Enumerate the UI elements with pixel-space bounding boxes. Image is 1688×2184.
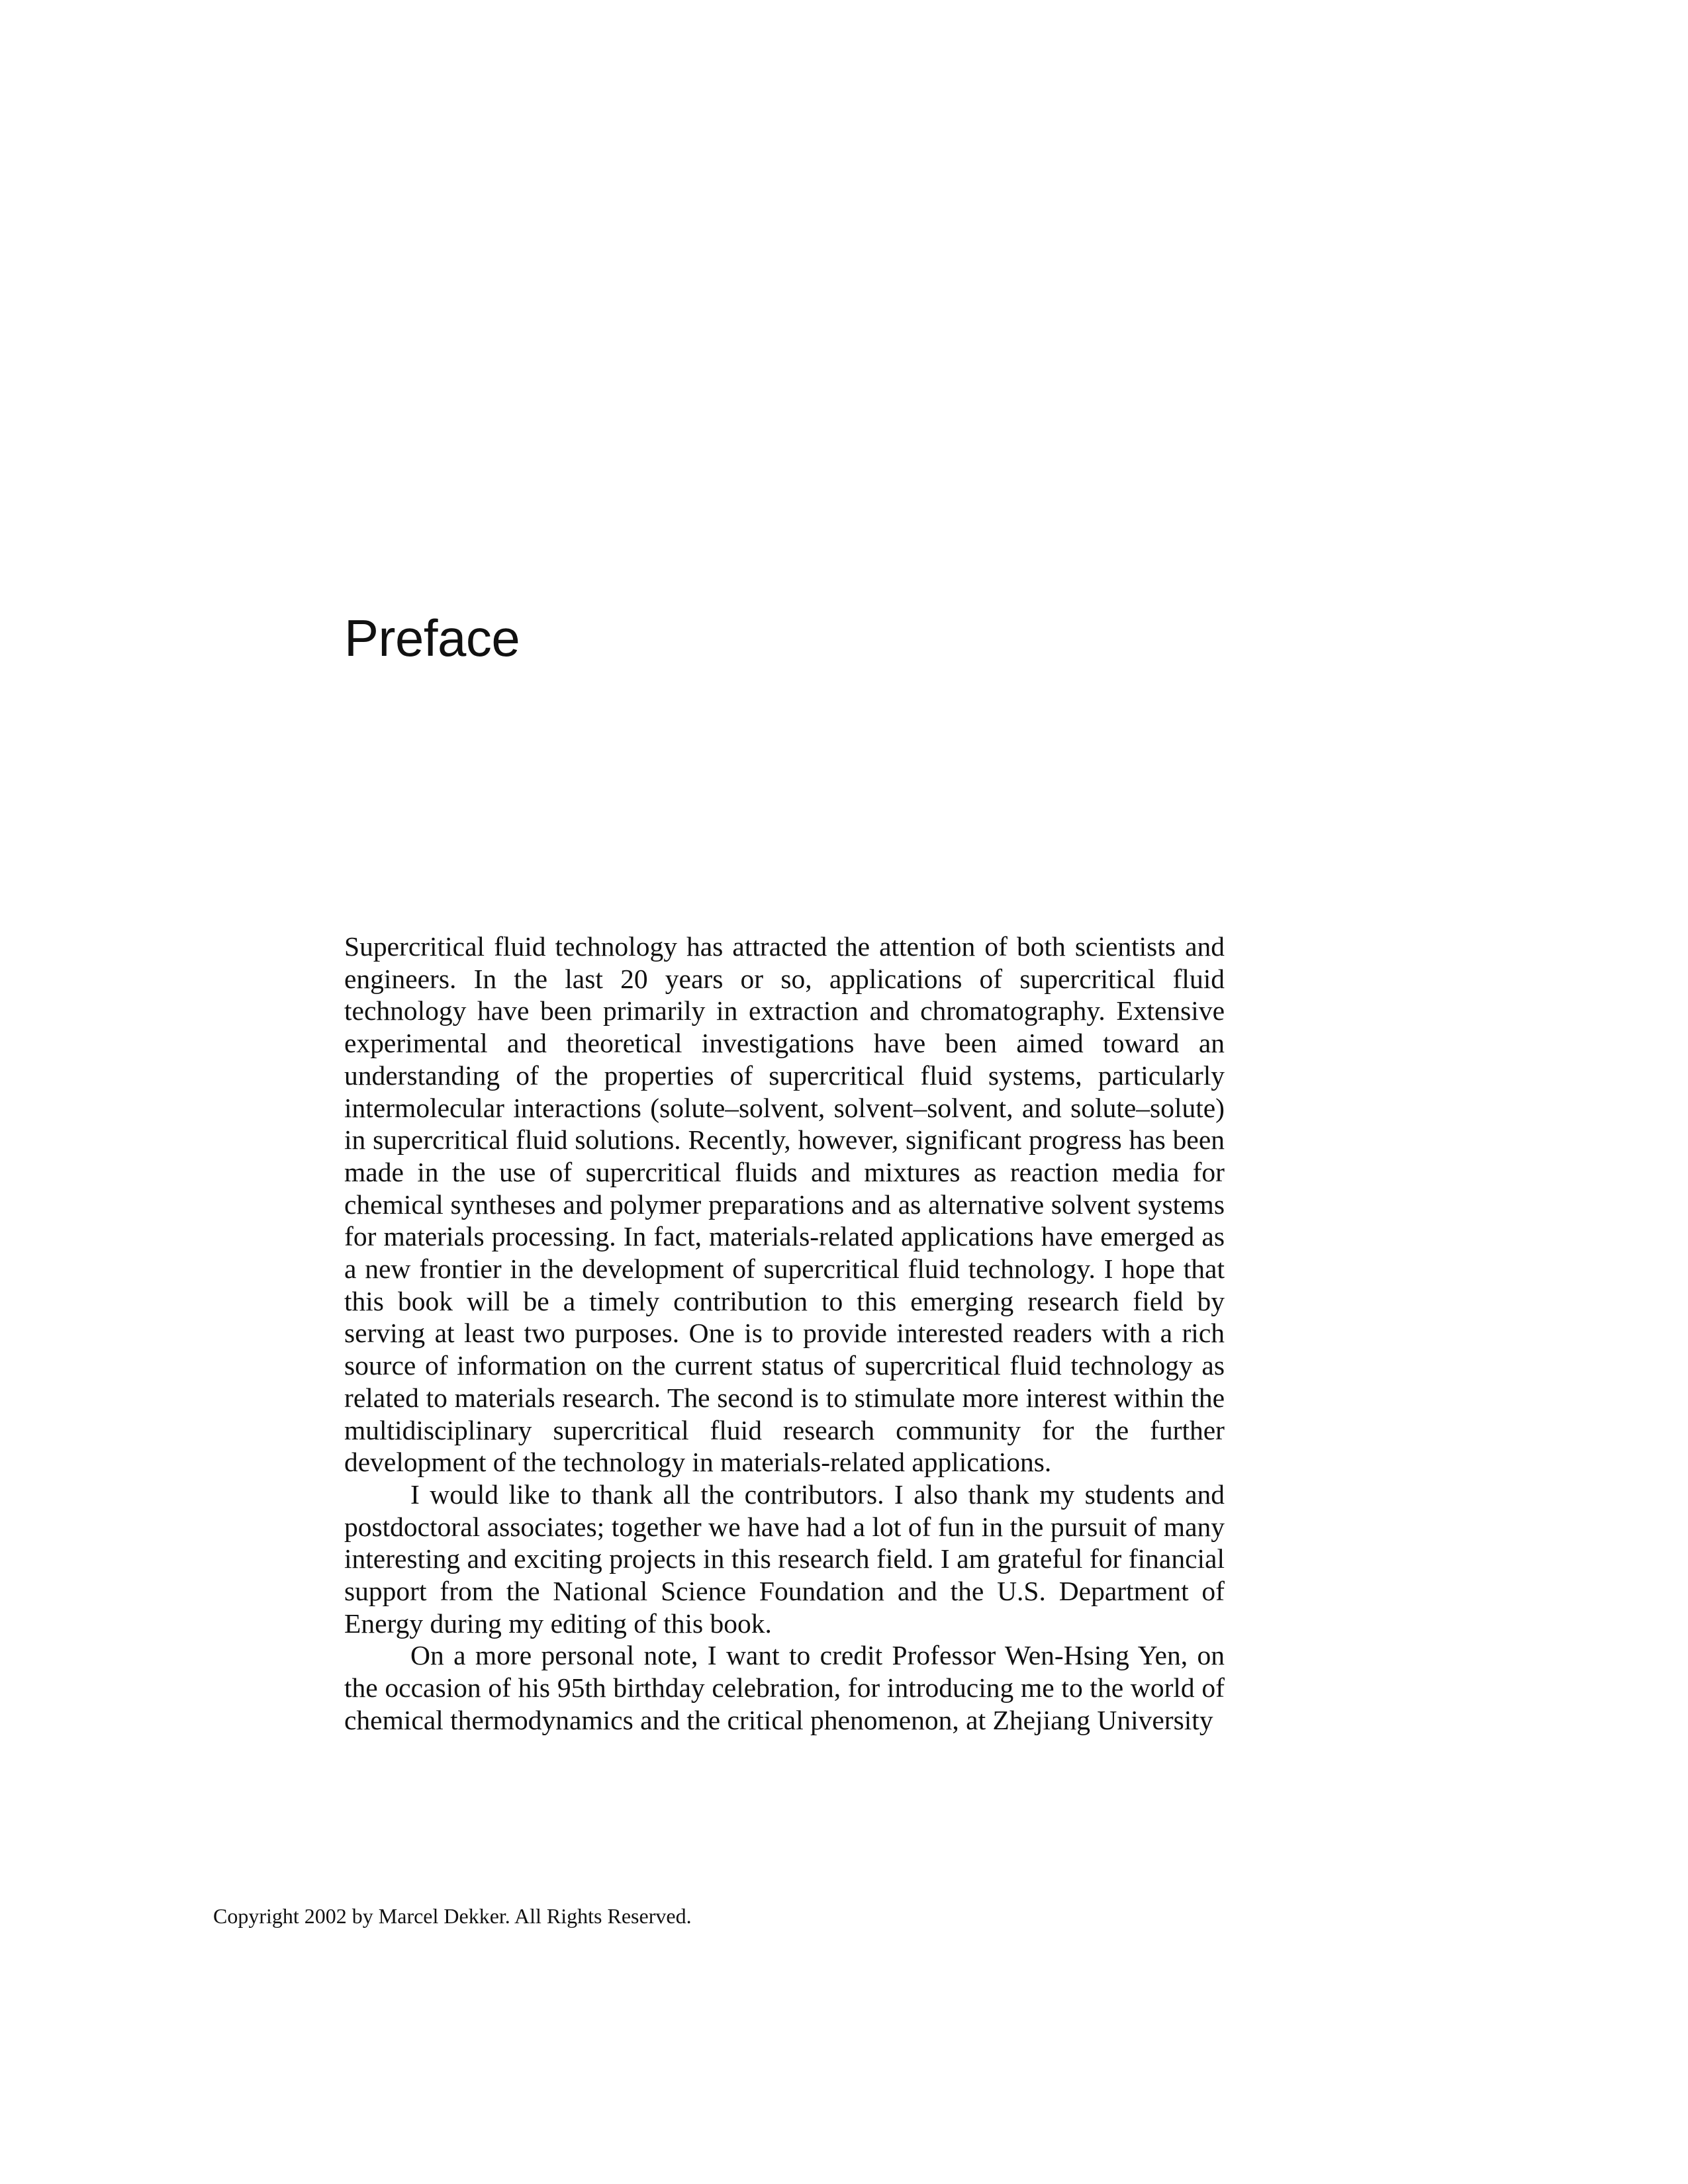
paragraph-2: I would like to thank all the contributors. I also thank my students and postdoctoral associates; together we have had a lot of fun in the pursuit of many interesting and exciting projects in this research field. I am grateful for financial support from the National Science Foundation and the U.S. Department of Energy during my editing of this book.: [344, 1479, 1225, 1639]
paragraph-1: Supercritical fluid technology has attracted the attention of both scientists and engineers. In the last 20 years or so, applications of supercritical fluid technology have been primarily in extraction and chromatography. Extensive experimental and theoretical investigations have been aimed toward an understanding of the properties of supercritical fluid systems, particularly intermolecular interactions (solute–solvent, solvent–solvent, and solute–solute) in supercritical fluid solutions. Recently, however, significant progress has been made in the use of supercritical fluids and mixtures as reaction media for chemical syntheses and polymer preparations and as alternative solvent systems for materials processing. In fact, materials-related applications have emerged as a new frontier in the development of supercritical fluid technology. I hope that this book will be a timely contribution to this emerging research field by serving at least two purposes. One is to provide interested readers with a rich source of information on the current status of supercritical fluid technology as related to materials research. The second is to stimulate more interest within the multidisciplinary supercritical fluid research community for the further development of the technology in materials-related applications.: [344, 931, 1225, 1478]
preface-body: [344, 931, 1225, 1737]
paragraph-3: On a more personal note, I want to credit Professor Wen-Hsing Yen, on the occasion of his 95th birthday celebration, for introducing me to the world of chemical thermodynamics and the critical phenomenon, at Zhejiang University: [344, 1640, 1225, 1735]
page-title: Preface: [344, 609, 520, 667]
copyright-notice: Copyright 2002 by Marcel Dekker. All Rights Reserved.: [213, 1904, 692, 1928]
